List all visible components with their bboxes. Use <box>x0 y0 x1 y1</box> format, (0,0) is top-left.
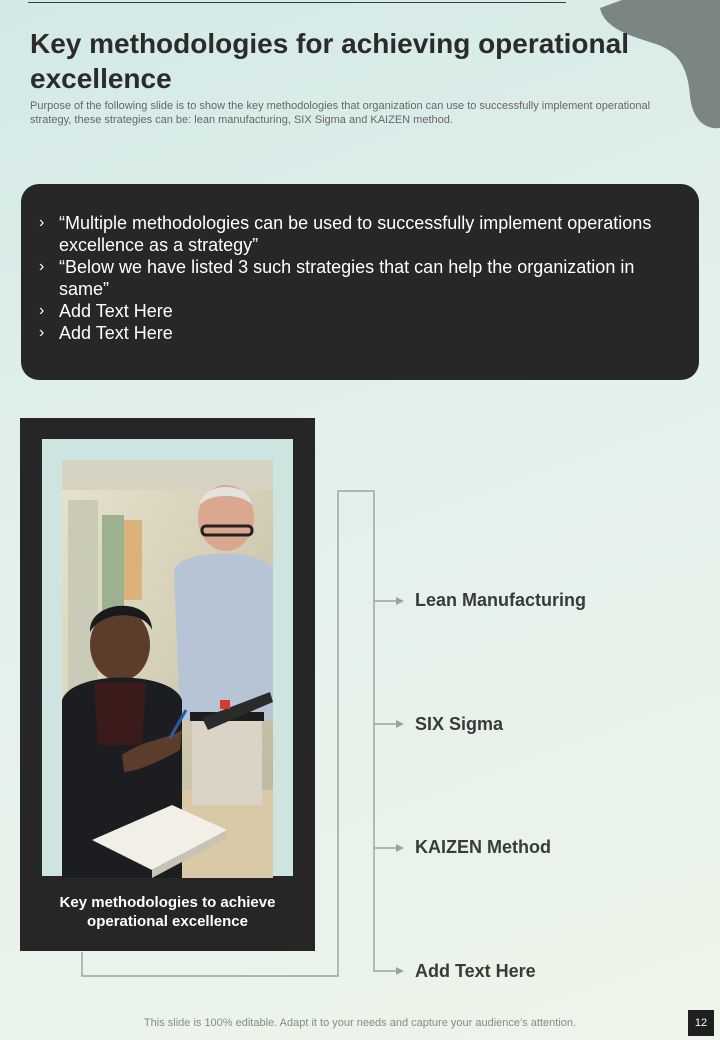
chevron-right-icon: › <box>39 324 45 341</box>
list-item-text: “Below we have listed 3 such strategies that can help the organization in same” <box>59 257 635 299</box>
chevron-right-icon: › <box>39 258 45 275</box>
card-caption: Key methodologies to achieve operational excellence <box>59 894 276 930</box>
method-label-lean: Lean Manufacturing <box>415 590 587 610</box>
footer-note: This slide is 100% editable. Adapt it to your needs and capture your audience’s attention. <box>143 1017 577 1029</box>
chevron-right-icon: › <box>39 302 45 319</box>
page-subtitle: Purpose of the following slide is to show the key methodologies that organization can use to successfully implement operational strategy, these strategies can be: lean manufacturing, SIX Sigma and KAIZEN method. <box>30 100 651 126</box>
list-item-text: Add Text Here <box>59 301 173 321</box>
arrow-head-icons <box>396 597 404 975</box>
page-title: Key methodologies for achieving operational excellence <box>30 28 629 94</box>
method-label-six-sigma: SIX Sigma <box>415 714 504 734</box>
method-label-placeholder: Add Text Here <box>415 961 536 981</box>
method-label-kaizen: KAIZEN Method <box>415 837 551 857</box>
list-item-text: “Multiple methodologies can be used to successfully implement operations excellence as a strategy” <box>59 213 652 255</box>
list-item-text: Add Text Here <box>59 323 173 343</box>
page-number: 12 <box>688 1010 714 1036</box>
chevron-right-icon: › <box>39 214 45 231</box>
